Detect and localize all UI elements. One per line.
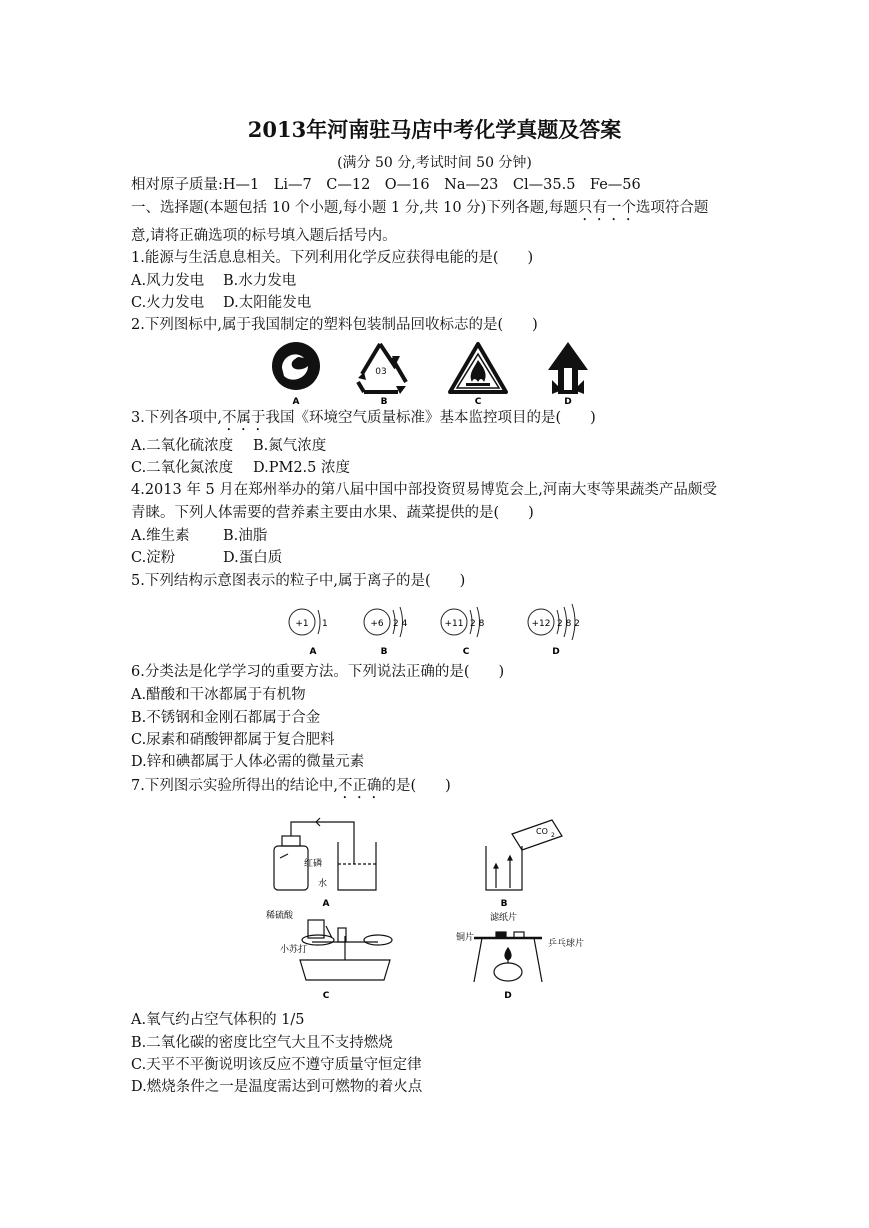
q6-option-b: B.不锈钢和金刚石都属于合金: [131, 710, 321, 726]
q1-options-row2: [131, 293, 311, 313]
symbol-c-flammable-icon: [450, 344, 506, 392]
q3-stem-a: 3.下列各项中,: [131, 410, 222, 426]
symbol-label-c: C: [474, 397, 482, 406]
exp-label-c: C: [322, 991, 330, 1001]
exp-a-red-phosphorus: 红磷: [304, 859, 323, 869]
q3-options-row2: [131, 458, 350, 478]
q4-option-a: A.维生素: [131, 528, 190, 544]
section-emphasis: 只有一个: [577, 200, 636, 216]
atom-label-b: B: [380, 647, 388, 657]
atom-a-shells: 1: [322, 619, 328, 629]
atom-label-d: D: [552, 647, 560, 657]
q3-option-b: B.氮气浓度: [253, 438, 327, 454]
q5-stem: 5.下列结构示意图表示的粒子中,属于离子的是( ): [131, 573, 466, 589]
exp-label-a: A: [322, 899, 330, 909]
q4-option-c: C.淀粉: [131, 550, 176, 566]
q7-option-a: A.氧气约占空气体积的 1/5: [131, 1012, 305, 1028]
q7-option-c: C.天平不平衡说明该反应不遵守质量守恒定律: [131, 1057, 422, 1073]
q1-option-d: D.太阳能发电: [223, 295, 312, 311]
q1-option-a: A.风力发电: [131, 273, 205, 289]
section-text-a: 一、选择题(本题包括 10 个小题,每小题 1 分,共 10 分)下列各题,每题: [131, 200, 578, 216]
q3-option-c: C.二氧化氮浓度: [131, 460, 234, 476]
exp-label-d: D: [504, 991, 512, 1001]
exp-d-lamp: [494, 963, 522, 981]
q6-stem: 6.分类法是化学学习的重要方法。下列说法正确的是( ): [131, 664, 505, 680]
q3-options-row1: [131, 436, 326, 456]
atom-b-nucleus: +6: [370, 619, 384, 629]
exp-d-filter-label: 滤纸片: [490, 913, 518, 923]
exp-a-bottle: [274, 846, 308, 890]
atom-label-a: A: [309, 647, 317, 657]
q1-options-row1: [131, 271, 296, 291]
q3-stem-emphasis: 不属于: [221, 410, 266, 426]
q7-stem: [131, 776, 451, 802]
q7-stem-emphasis: 不正确: [337, 778, 382, 794]
q6-option-d: D.锌和碘都属于人体必需的微量元素: [131, 754, 365, 770]
atom-a-nucleus: +1: [295, 619, 309, 629]
symbol-d-recycle-icon: [548, 342, 588, 394]
symbol-label-a: A: [292, 397, 300, 406]
q3-stem-b: 我国《环境空气质量标准》基本监控项目的是( ): [265, 410, 596, 426]
atom-c-nucleus: +11: [444, 619, 464, 629]
q6-option-c: C.尿素和硝酸钾都属于复合肥料: [131, 732, 335, 748]
q3-stem: [131, 408, 596, 434]
q1-option-c: C.火力发电: [131, 295, 205, 311]
exp-label-b: B: [500, 899, 508, 909]
q7-stem-a: 7.下列图示实验所得出的结论中,: [131, 778, 338, 794]
q7-option-d: D.燃烧条件之一是温度需达到可燃物的着火点: [131, 1079, 423, 1095]
q3-option-a: A.二氧化硫浓度: [131, 438, 234, 454]
atomic-mass-line: 相对原子质量:H—1 Li—7 C—12 O—16 Na—23 Cl—35.5 Fe—56: [131, 177, 641, 193]
section-intro-line2: 意,请将正确选项的标号填入题后括号内。: [131, 228, 397, 244]
q4-option-b: B.油脂: [223, 528, 268, 544]
page-title: 2013年河南驻马店中考化学真题及答案: [247, 117, 622, 142]
atom-d-shells: 2 8 2: [557, 619, 580, 629]
symbol-label-b: B: [380, 397, 388, 406]
q4-options-row1: [131, 526, 267, 546]
q2-stem: 2.下列图标中,属于我国制定的塑料包装制品回收标志的是( ): [131, 317, 538, 333]
symbol-label-d: D: [564, 397, 572, 406]
symbol-b-code: 03: [375, 367, 387, 377]
q2-symbols-figure: [268, 338, 608, 406]
q7-stem-b: 的是( ): [381, 778, 451, 794]
exam-subtitle: (满分 50 分,考试时间 50 分钟): [337, 155, 532, 171]
q4-options-row2: [131, 548, 282, 568]
atom-label-c: C: [462, 647, 470, 657]
q5-atom-diagrams: [280, 598, 600, 658]
q4-stem-line2: 青睐。下列人体需要的营养素主要由水果、蔬菜提供的是( ): [131, 505, 534, 521]
exp-c-acid-label: 稀硫酸: [266, 911, 294, 921]
q4-stem-line1: 4.2013 年 5 月在郑州举办的第八届中国中部投资贸易博览会上,河南大枣等果蔬类产品颇受: [131, 482, 717, 498]
exp-b-co2-subscript: 2: [551, 832, 555, 839]
exp-b-co2-label: CO: [536, 827, 548, 836]
exp-c-balance: [300, 960, 390, 980]
q3-option-d: D.PM2.5 浓度: [253, 460, 350, 476]
exp-b-beaker: [486, 846, 522, 890]
q1-stem: 1.能源与生活息息相关。下列利用化学反应获得电能的是( ): [131, 250, 534, 266]
q1-option-b: B.水力发电: [223, 273, 297, 289]
q7-experiments-figure: [260, 808, 610, 1006]
exp-a-water: 水: [318, 879, 328, 889]
exp-c-soda-label: 小苏打: [280, 945, 308, 955]
q6-option-a: A.醋酸和干冰都属于有机物: [131, 687, 306, 703]
exp-a-beaker: [338, 842, 376, 890]
q7-option-b: B.二氧化碳的密度比空气大且不支持燃烧: [131, 1035, 393, 1051]
exp-d-ball-label: 乒乓球片: [548, 939, 585, 949]
section-text-b: 选项符合题: [635, 200, 709, 216]
symbol-a-icon: [272, 342, 320, 390]
section-intro-line1: [131, 198, 708, 224]
atom-d-nucleus: +12: [531, 619, 551, 629]
atom-c-shells: 2 8: [470, 619, 485, 629]
q4-option-d: D.蛋白质: [223, 550, 283, 566]
exp-d-copper-label: 铜片: [456, 933, 475, 943]
atom-b-shells: 2 4: [393, 619, 408, 629]
